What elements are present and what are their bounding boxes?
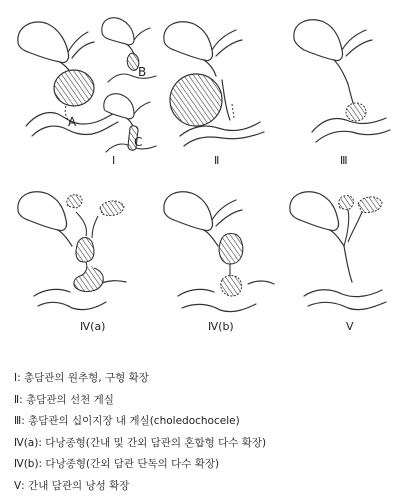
panel-IVb-diagram <box>164 192 274 312</box>
panel-III <box>294 20 390 167</box>
panel-IVb <box>164 192 274 333</box>
panel-III-diagram <box>294 20 390 142</box>
legend-item-IVa: Ⅳ(a): 다낭종형(간내 및 간외 담관의 혼합형 다수 확장) <box>14 433 409 455</box>
panel-I-sublabel-b: B <box>138 65 146 79</box>
panel-I-sublabel-a: A <box>68 115 77 129</box>
panel-I <box>18 18 156 167</box>
panel-I-sub-b <box>102 18 156 82</box>
legend-item-II: Ⅱ: 총담관의 선천 게실 <box>14 390 409 412</box>
legend-item-I: Ⅰ: 총담관의 원추형, 구형 확장 <box>14 368 409 390</box>
panel-I-label: Ⅰ <box>112 154 115 167</box>
panel-I-sublabel-c: C <box>134 135 142 149</box>
panel-III-label: Ⅲ <box>340 154 348 167</box>
panel-II <box>164 22 264 167</box>
panel-V-label: Ⅴ <box>346 320 354 333</box>
panel-V-diagram <box>290 192 386 310</box>
panel-II-label: Ⅱ <box>214 154 219 167</box>
legend <box>14 368 409 497</box>
legend-item-V: Ⅴ: 간내 담관의 낭성 확장 <box>14 476 409 497</box>
panel-IVa-label: Ⅳ(a) <box>80 320 105 333</box>
panel-IVa <box>18 192 126 333</box>
panel-I-sub-c <box>104 94 156 152</box>
panel-IVa-diagram <box>18 192 126 310</box>
panel-II-diagram <box>164 22 264 146</box>
legend-item-III: Ⅲ: 총담관의 십이지장 내 게실(choledochocele) <box>14 411 409 433</box>
panel-IVb-label: Ⅳ(b) <box>208 320 234 333</box>
panel-V <box>290 192 386 333</box>
legend-item-IVb: Ⅳ(b): 다낭종형(간외 담관 단독의 다수 확장) <box>14 454 409 476</box>
